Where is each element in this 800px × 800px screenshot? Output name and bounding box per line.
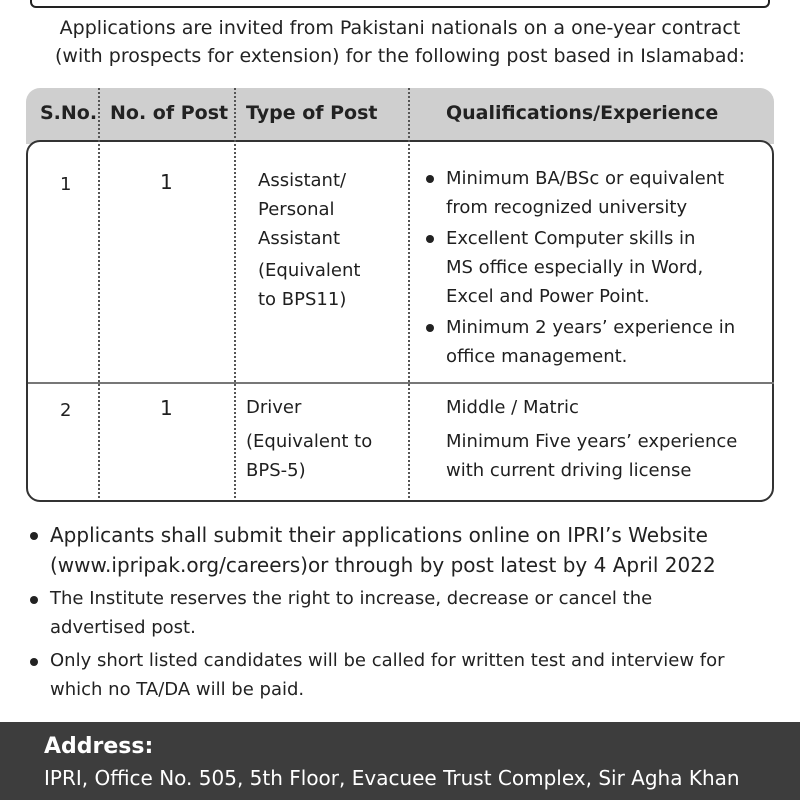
type-line: Driver bbox=[246, 397, 302, 418]
address-title: Address: bbox=[44, 734, 154, 759]
column-divider bbox=[408, 88, 410, 498]
row1-sno: 1 bbox=[60, 174, 72, 195]
row2-count: 1 bbox=[160, 396, 173, 420]
type-line: (Equivalent to bbox=[246, 431, 373, 452]
row-divider bbox=[28, 382, 774, 384]
type-line: to BPS11) bbox=[258, 289, 347, 310]
column-divider bbox=[234, 88, 236, 498]
row2-qualifications bbox=[446, 393, 737, 485]
header-qualifications: Qualifications/Experience bbox=[446, 102, 719, 124]
address-text: IPRI, Office No. 505, 5th Floor, Evacuee Trust Complex, Sir Agha Khan bbox=[44, 766, 740, 790]
type-line: Personal bbox=[258, 199, 335, 220]
list-item: Only short listed candidates will be called for written test and interview for which no TA/DA will be paid. bbox=[28, 646, 778, 704]
qualification-line: Middle / Matric bbox=[446, 397, 579, 418]
type-line: Assistant/ bbox=[258, 170, 347, 191]
header-type-of-post: Type of Post bbox=[246, 102, 378, 124]
table-header bbox=[26, 88, 774, 144]
list-item: Excellent Computer skills in MS office especially in Word, Excel and Power Point. bbox=[424, 224, 735, 311]
header-no-of-post: No. of Post bbox=[110, 102, 229, 124]
intro-line: (with prospects for extension) for the following post based in Islamabad: bbox=[55, 45, 745, 67]
list-item: Applicants shall submit their applications online on IPRI’s Website (www.ipripak.org/careers)or through by post latest by 4 April 2022 bbox=[28, 520, 778, 580]
type-line: BPS-5) bbox=[246, 460, 306, 481]
header-sno: S.No. bbox=[40, 102, 98, 124]
posts-table bbox=[26, 88, 774, 500]
list-item: Minimum BA/BSc or equivalent from recognized university bbox=[424, 164, 735, 222]
row1-type bbox=[258, 166, 360, 314]
intro-line: Applications are invited from Pakistani nationals on a one-year contract bbox=[59, 17, 741, 39]
list-item: The Institute reserves the right to increase, decrease or cancel the advertised post. bbox=[28, 584, 778, 642]
notes-list bbox=[28, 520, 778, 704]
top-border bbox=[30, 0, 770, 8]
list-item: Minimum 2 years’ experience in office management. bbox=[424, 313, 735, 371]
row1-qualifications bbox=[424, 164, 735, 371]
qualification-line: with current driving license bbox=[446, 460, 692, 481]
row2-sno: 2 bbox=[60, 400, 72, 421]
row1-count: 1 bbox=[160, 170, 173, 194]
type-line: Assistant bbox=[258, 228, 341, 249]
type-line: (Equivalent bbox=[258, 260, 361, 281]
intro-text bbox=[0, 14, 800, 70]
column-divider bbox=[98, 88, 100, 498]
qualification-line: Minimum Five years’ experience bbox=[446, 431, 738, 452]
address-footer bbox=[0, 722, 800, 800]
row2-type bbox=[246, 393, 372, 485]
